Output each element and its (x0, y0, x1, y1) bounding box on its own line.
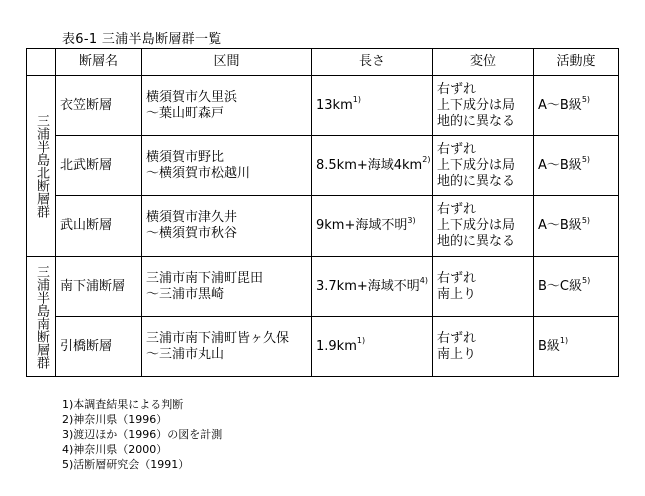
displacement-cell (433, 196, 534, 257)
section-line: ～三浦市丸山 (146, 346, 225, 362)
displacement-line: 南上り (437, 286, 477, 302)
length-value: 13km (316, 97, 353, 113)
section-line: ～葉山町森戸 (146, 105, 225, 121)
activity-footnote-ref: 1) (559, 336, 569, 346)
displacement-line: 地的に異なる (437, 234, 516, 249)
length-cell (312, 76, 433, 136)
displacement-cell (433, 257, 534, 317)
footnote: 1)本調査結果による判断 (62, 398, 184, 411)
table-row (27, 136, 619, 196)
header-length: 長さ (312, 49, 433, 76)
footnote: 4)神奈川県（2000） (62, 443, 168, 456)
displacement-line: 右ずれ (437, 141, 477, 157)
section-cell (142, 257, 312, 317)
activity-cell (534, 136, 619, 196)
activity-cell (534, 196, 619, 257)
activity-footnote-ref: 5) (582, 276, 591, 286)
section-line: 三浦市南下浦町毘田 (146, 270, 264, 286)
length-footnote-ref: 3) (407, 215, 416, 225)
displacement-line: 右ずれ (437, 81, 477, 97)
header-section: 区間 (142, 49, 312, 76)
section-cell (142, 196, 312, 257)
length-cell (312, 257, 433, 317)
header-corner (27, 49, 56, 76)
footnotes (62, 397, 222, 472)
fault-name-cell: 南下浦断層 (56, 257, 142, 317)
displacement-line: 右ずれ (437, 330, 477, 346)
fault-name-cell: 武山断層 (56, 196, 142, 257)
footnote: 5)活断層研究会（1991） (62, 458, 190, 471)
section-line: 横須賀市久里浜 (146, 89, 238, 105)
section-line: 横須賀市津久井 (146, 210, 238, 225)
group-label (27, 257, 56, 377)
displacement-line: 地的に異なる (437, 113, 516, 129)
length-cell (312, 196, 433, 257)
group-label (27, 76, 56, 257)
displacement-line: 右ずれ (437, 270, 477, 286)
activity-value: A～B級 (538, 157, 582, 173)
activity-value: A～B級 (538, 97, 582, 113)
length-value: 9km+海域不明 (316, 218, 408, 233)
footnote: 2)神奈川県（1996） (62, 413, 168, 426)
fault-name-cell: 衣笠断層 (56, 76, 142, 136)
activity-footnote-ref: 5) (581, 215, 591, 225)
section-cell (142, 136, 312, 196)
displacement-line: 右ずれ (437, 202, 477, 217)
fault-name-cell: 北武断層 (56, 136, 142, 196)
table-row (27, 317, 619, 377)
section-cell (142, 317, 312, 377)
table-caption: 表6-1 三浦半島断層群一覧 (62, 32, 222, 47)
displacement-line: 地的に異なる (437, 173, 516, 189)
section-line: 三浦市南下浦町皆ヶ久保 (146, 330, 290, 346)
activity-footnote-ref: 5) (581, 95, 591, 105)
fault-name-cell: 引橋断層 (56, 317, 142, 377)
displacement-cell (433, 76, 534, 136)
section-line: ～横須賀市秋谷 (146, 226, 238, 241)
length-footnote-ref: 1) (356, 336, 366, 346)
length-cell (312, 136, 433, 196)
activity-cell (534, 317, 619, 377)
length-footnote-ref: 2) (422, 155, 431, 165)
displacement-line: 上下成分は局 (437, 97, 516, 113)
displacement-line: 上下成分は局 (437, 157, 516, 173)
activity-cell (534, 76, 619, 136)
header-fault-name: 断層名 (56, 49, 142, 76)
section-line: ～横須賀市松越川 (146, 165, 251, 181)
length-footnote-ref: 4) (419, 276, 428, 286)
group-label-text: 三浦半島北断層群 (34, 114, 49, 218)
activity-value: A～B級 (538, 218, 582, 233)
activity-value: B級 (538, 338, 560, 354)
activity-footnote-ref: 5) (581, 155, 591, 165)
table-row (27, 257, 619, 317)
displacement-cell (433, 136, 534, 196)
footnote: 3)渡辺ほか（1996）の図を計測 (62, 428, 223, 441)
displacement-line: 南上り (437, 346, 477, 362)
section-line: 横須賀市野比 (146, 149, 225, 165)
header-row (27, 49, 619, 76)
displacement-cell (433, 317, 534, 377)
activity-cell (534, 257, 619, 317)
fault-table (26, 48, 619, 377)
length-value: 3.7km+海域不明 (316, 278, 420, 294)
length-footnote-ref: 1) (352, 95, 361, 105)
length-cell (312, 317, 433, 377)
section-line: ～三浦市黒崎 (146, 286, 225, 302)
header-displacement: 変位 (433, 49, 534, 76)
table-row (27, 76, 619, 136)
activity-value: B～C級 (538, 278, 582, 294)
length-value: 8.5km+海域4km (316, 157, 423, 173)
section-cell (142, 76, 312, 136)
table-row (27, 196, 619, 257)
header-activity: 活動度 (534, 49, 619, 76)
displacement-line: 上下成分は局 (437, 218, 516, 233)
length-value: 1.9km (316, 338, 357, 354)
group-label-text: 三浦半島南断層群 (34, 264, 49, 369)
